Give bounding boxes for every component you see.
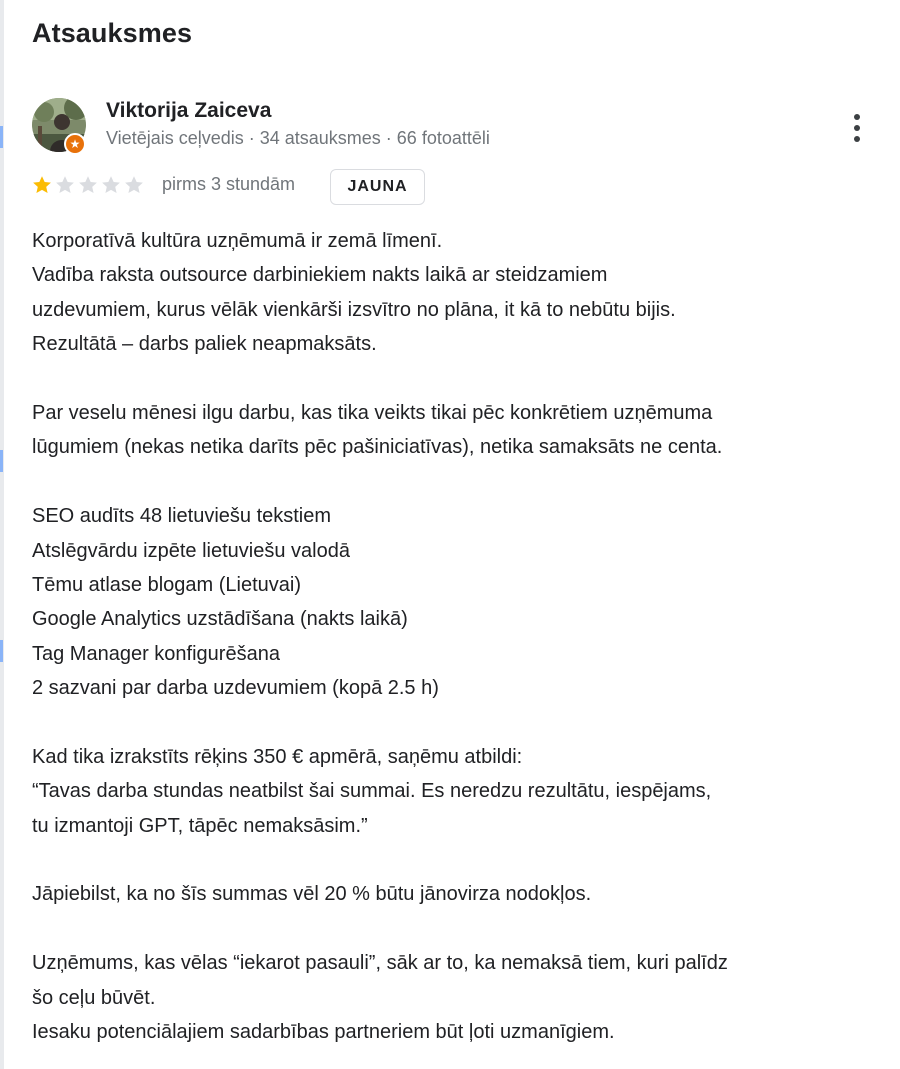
review-text-line: Korporatīvā kultūra uzņēmumā ir zemā līmenī. <box>32 230 443 252</box>
paragraph-gap <box>32 362 892 396</box>
review-text-line: Tag Manager konfigurēšana <box>32 642 280 665</box>
review-text-line: Jāpiebilst, ka no šīs summas vēl 20 % būtu jānovirza nodokļos. <box>32 883 592 906</box>
paragraph-gap <box>32 465 892 499</box>
edge-highlight <box>0 450 3 472</box>
section-title: Atsauksmes <box>32 18 193 48</box>
review-text-line: Par veselu mēnesi ilgu darbu, kas tika veikts tikai pēc konkrētiem uzņēmuma <box>32 401 713 424</box>
more-vert-icon <box>854 136 860 142</box>
more-options-button[interactable] <box>842 108 872 148</box>
review-text-line: SEO audīts 48 lietuviešu tekstiem <box>32 505 332 528</box>
review-text-line: Uzņēmums, kas vēlas “iekarot pasauli”, sāk ar to, ka nemaksā tiem, kuri palīdz <box>32 952 728 975</box>
review-text-line: Iesaku potenciālajiem sadarbības partneriem būt ļoti uzmanīgiem. <box>32 1020 615 1043</box>
more-vert-icon <box>854 125 860 131</box>
edge-highlight <box>0 640 3 662</box>
new-badge: JAUNA <box>330 169 425 205</box>
star-empty-icon <box>100 174 122 196</box>
review-text <box>32 224 892 1049</box>
reviewer-meta[interactable]: Vietējais ceļvedis · 34 atsauksmes · 66 fotoattēli <box>106 128 490 148</box>
review-text-line: uzdevumiem, kurus vēlāk vienkārši izsvītro no plāna, it kā to nebūtu bijis. <box>32 298 676 321</box>
paragraph-gap <box>32 912 892 946</box>
review-text-line: 2 sazvani par darba uzdevumiem (kopā 2.5 h) <box>32 677 439 700</box>
star-empty-icon <box>77 174 99 196</box>
review-time: pirms 3 stundām <box>162 174 296 194</box>
left-panel-edge <box>0 0 4 1069</box>
review-text-line: tu izmantoji GPT, tāpēc nemaksāsim.” <box>32 814 368 837</box>
review-text-line: “Tavas darba stundas neatbilst šai summai. Es neredzu rezultātu, iespējams, <box>32 780 712 803</box>
more-vert-icon <box>854 114 860 120</box>
review-text-line: lūgumiem (nekas netika darīts pēc pašiniciatīvas), netika samaksāts ne centa. <box>32 436 723 459</box>
review-text-line: Vadība raksta outsource darbiniekiem nakts laikā ar steidzamiem <box>32 264 608 287</box>
review-text-line: Tēmu atlase blogam (Lietuvai) <box>32 573 302 596</box>
paragraph-gap <box>32 843 892 877</box>
review-text-line: Kad tika izrakstīts rēķins 350 € apmērā, saņēmu atbildi: <box>32 745 523 768</box>
reviewer-name[interactable]: Viktorija Zaiceva <box>106 99 272 122</box>
star-filled-icon <box>31 174 53 196</box>
star-empty-icon <box>54 174 76 196</box>
review-text-line: šo ceļu būvēt. <box>32 986 156 1009</box>
star-rating <box>31 174 145 196</box>
review-text-line: Google Analytics uzstādīšana (nakts laikā) <box>32 608 408 631</box>
local-guide-star-icon: ★ <box>64 133 86 155</box>
review-text-line: Rezultātā – darbs paliek neapmaksāts. <box>32 333 377 356</box>
paragraph-gap <box>32 705 892 739</box>
edge-highlight <box>0 126 3 148</box>
review-text-line: Atslēgvārdu izpēte lietuviešu valodā <box>32 539 350 562</box>
star-empty-icon <box>123 174 145 196</box>
